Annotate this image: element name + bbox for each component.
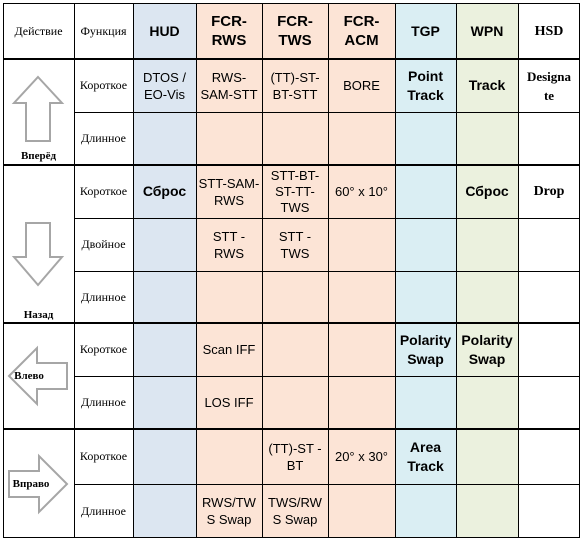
header-fcr-rws: FCR- RWS [211,13,247,49]
header-fcr-tws: FCR- TWS [277,13,313,49]
cell-back-double-tws: STT - TWS [278,228,312,261]
cell-back-double-rws: STT - RWS [212,228,246,261]
cell-forward-short-hsd: Designa te [526,68,572,103]
action-forward: Вперёд [20,150,57,162]
header-hud: HUD [149,22,180,39]
function-right-short: Короткое [79,449,128,463]
grid-h-group-right [3,428,580,430]
grid-h-l-long [74,376,580,377]
grid-h-group-left [3,322,580,324]
header-hsd: HSD [534,23,564,39]
cell-left-short-rws: Scan IFF [202,342,256,357]
grid-h-b-long [74,271,580,272]
cell-right-short-tws: (TT)-ST - BT [268,440,322,473]
cell-forward-short-wpn: Track [468,77,506,93]
cell-left-short-wpn: Polarity Swap [461,331,513,367]
function-back-long: Длинное [81,289,126,304]
function-left-short: Короткое [79,342,128,356]
cell-back-short-rws: STT-SAM- RWS [198,175,260,208]
cell-forward-short-rws: RWS- SAM-STT [200,69,258,102]
header-tgp: TGP [411,22,440,39]
header-wpn: WPN [470,22,504,39]
cell-forward-short-acm: BORE [343,78,380,93]
cell-right-short-acm: 20° x 30° [334,449,389,464]
grid-outer-top [3,3,580,4]
header-function: Функция [80,23,127,38]
grid-h-r-long [74,484,580,485]
action-left: Влево [14,370,44,382]
cell-forward-short-hud: DTOS / EO-Vis [142,69,187,102]
function-right-long: Длинное [81,503,126,518]
function-back-double: Двойное [81,237,126,251]
cell-back-short-hsd: Drop [533,184,565,199]
cell-forward-short-tws: (TT)-ST- BT-STT [270,69,320,102]
grid-h-group-back [3,164,580,166]
cell-back-short-wpn: Сброс [465,183,509,199]
grid-outer-bottom [3,537,580,538]
cell-left-short-tgp: Polarity Swap [399,331,452,367]
cell-forward-short-tgp: Point Track [407,67,444,103]
function-left-long: Длинное [81,395,126,409]
header-fcr-acm: FCR- ACM [343,13,380,49]
controls-table [3,3,580,538]
cell-right-long-rws: RWS/TW S Swap [202,495,256,527]
action-right: Вправо [12,478,50,490]
grid-outer-left [3,3,4,538]
arrow-down-icon [3,165,74,323]
function-forward-short: Короткое [79,78,128,92]
cell-back-short-tws: STT-BT- ST-TT- TWS [270,167,320,215]
function-back-short: Короткое [79,184,128,198]
cell-left-long-rws: LOS IFF [204,395,254,410]
grid-h-header [3,58,580,60]
cell-back-short-hud: Сброс [142,183,187,199]
cell-right-long-tws: TWS/RW S Swap [268,495,322,527]
function-forward-long: Длинное [81,131,126,145]
grid-h-f-long [74,112,580,113]
grid-h-b-double [74,218,580,219]
cell-right-short-tgp: Area Track [407,438,444,474]
cell-back-short-acm: 60° x 10° [334,184,389,199]
header-action: Действие [14,23,63,38]
action-back: Назад [23,309,54,321]
